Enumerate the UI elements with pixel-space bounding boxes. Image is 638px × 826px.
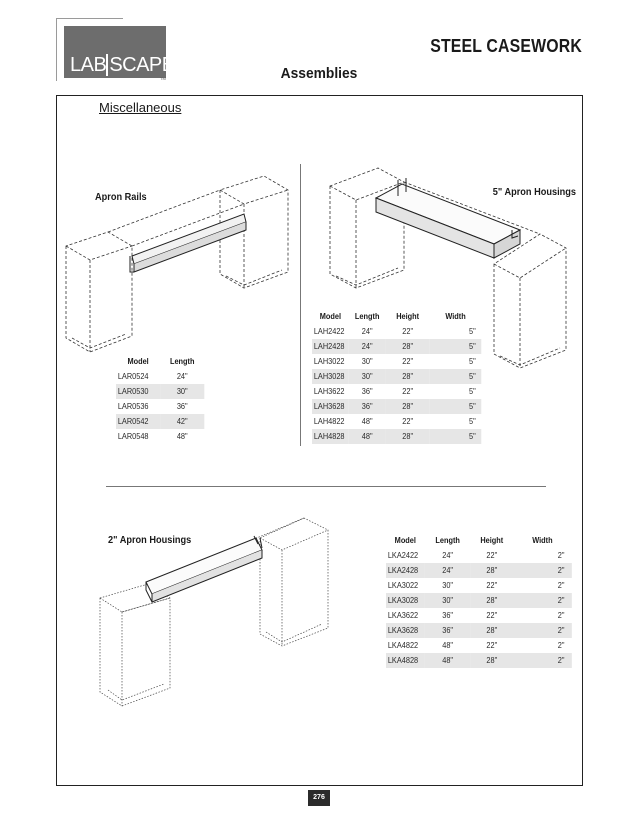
page-title: STEEL CASEWORK [430,36,582,56]
labscape-logo: LAB SCAPE [70,54,175,76]
col-length: Length [169,357,195,366]
table-row: LAH4828 48" 28" 5" [312,429,481,444]
table-row: LKA4822 48" 22" 2" [387,641,565,650]
table-row: LAR0524 24" [117,372,188,381]
page-number: 276 [308,790,330,806]
apron-5-label: 5" Apron Housings [492,187,576,198]
col-width: Width [532,536,553,545]
col-height: Height [480,536,504,545]
col-length: Length [435,536,460,545]
table-row: LKA3628 36" 28" 2" [386,623,572,638]
table-row: LAH3622 36" 22" 5" [313,387,476,396]
table-row: LAH3028 30" 28" 5" [312,369,481,384]
table-row: LAH4822 48" 22" 5" [313,417,476,426]
col-height: Height [396,312,420,321]
col-width: Width [445,312,466,321]
table-row: LAR0530 30" [116,384,204,399]
section-heading: Miscellaneous [99,100,182,115]
table-row: LKA3028 30" 28" 2" [386,593,572,608]
logo-trademark: TM [160,76,166,81]
table-row: LAR0548 48" [117,432,188,441]
table-header-row [116,354,204,369]
table-row: LKA3622 36" 22" 2" [387,611,565,620]
col-model: Model [319,312,342,321]
apron-rails-table [116,354,204,444]
apron-2-label: 2" Apron Housings [108,535,192,546]
apron-5-table [312,309,481,444]
col-length: Length [354,312,380,321]
table-row: LAH3022 30" 22" 5" [313,357,476,366]
table-row: LAR0542 42" [116,414,204,429]
table-row: LAH2428 24" 28" 5" [312,339,481,354]
table-header-row [386,533,572,548]
page-subtitle: Assemblies [280,65,358,82]
apron-2-table [386,533,572,668]
col-model: Model [394,536,416,545]
table-header-row [312,309,481,324]
table-row: LAH3628 36" 28" 5" [312,399,481,414]
table-row: LKA2422 24" 22" 2" [387,551,565,560]
table-row: LAR0536 36" [117,402,188,411]
col-model: Model [127,357,149,366]
table-row: LKA4828 48" 28" 2" [386,653,572,668]
apron-rails-label: Apron Rails [95,192,147,203]
table-row: LKA2428 24" 28" 2" [386,563,572,578]
table-row: LAH2422 24" 22" 5" [313,327,476,336]
table-row: LKA3022 30" 22" 2" [387,581,565,590]
